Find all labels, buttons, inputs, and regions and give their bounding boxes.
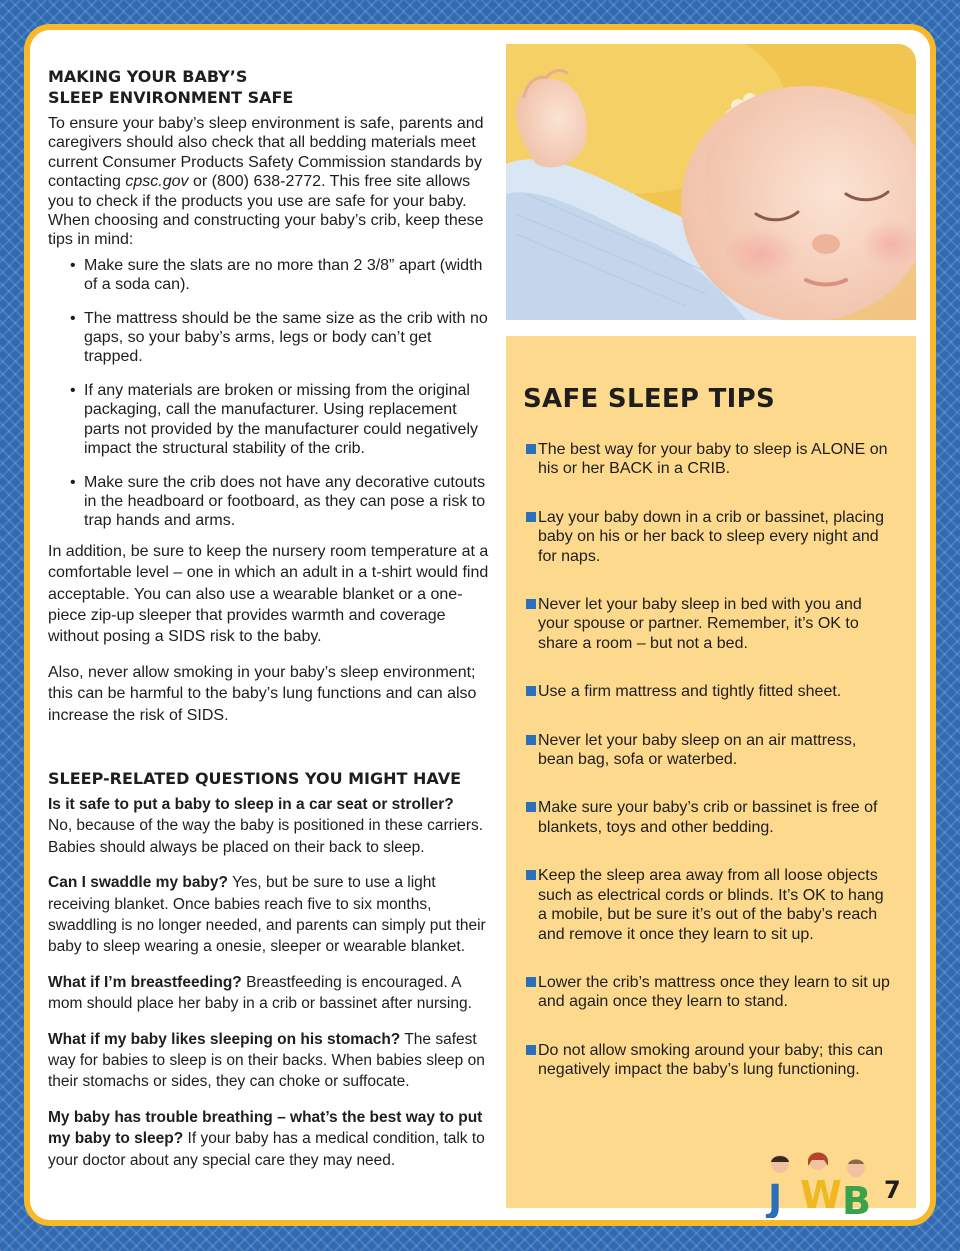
crib-tips-list — [70, 256, 494, 531]
question: What if I’m breastfeeding? — [48, 973, 242, 991]
temperature-paragraph: In addition, be sure to keep the nursery room temperature at a comfortable level – one in which an adult in a t-shirt would find acceptable. You can also use a wearable blanket or a one-piece zip-up sleeper that provides warmth and coverage without posing a SIDS risk to the baby. — [48, 542, 489, 646]
list-item: • Make sure the slats are no more than 2 3/8” apart (width of a soda can). — [70, 256, 494, 295]
answer: If your baby has a medical condition, talk to your doctor about any special care they may need. — [48, 1130, 485, 1169]
qa-item-stomach — [48, 1029, 494, 1093]
question: Is it safe to put a baby to sleep in a car seat or stroller? — [48, 795, 454, 813]
cpsc-link: cpsc.gov — [125, 173, 189, 191]
left-column — [48, 66, 494, 1185]
page-number: 7 — [884, 1176, 901, 1204]
qa-section — [48, 794, 494, 1171]
heading-line-1: MAKING YOUR BABY’S — [48, 67, 248, 86]
list-item: Do not allow smoking around your baby; this can negatively impact the baby’s lung functioning. — [526, 1041, 896, 1080]
sleeping-baby-photo — [506, 44, 916, 320]
list-item: Keep the sleep area away from all loose objects such as electrical cords or blinds. It’s OK to hang a mobile, but be sure it’s out of the baby’s reach and remove it once they learn to sit up. — [526, 866, 896, 944]
question: Can I swaddle my baby? — [48, 874, 229, 892]
logo-letter-j: J — [768, 1177, 783, 1218]
list-item: Never let your baby sleep on an air mattress, bean bag, sofa or waterbed. — [526, 731, 896, 770]
qa-item-swaddle — [48, 872, 494, 958]
safe-sleep-tips-panel — [506, 336, 916, 1208]
answer: Breastfeeding is encouraged. A mom should place her baby in a crib or bassinet after nursing. — [48, 973, 472, 1013]
list-item: Use a firm mattress and tightly fitted sheet. — [526, 682, 896, 701]
list-item: Never let your baby sleep in bed with you and your spouse or partner. Remember, it’s OK to share a room – but not a bed. — [526, 595, 896, 653]
page — [24, 24, 936, 1226]
qa-item-breastfeeding — [48, 972, 494, 1015]
answer: Yes, but be sure to use a light receiving blanket. Once babies reach five to six months, swaddling is no longer needed, and parents can simply put their baby to sleep wearing a onesie, sleeper or wearable blanket. — [48, 874, 486, 956]
intro-text-1: To ensure your baby’s sleep environment is safe, parents and caregivers should also check that all bedding materials meet current Consumer Products Safety Commission standards by contacting — [48, 115, 484, 191]
tips-title: SAFE SLEEP TIPS — [523, 384, 776, 414]
logo-letter-b: B — [842, 1179, 871, 1218]
tips-list — [526, 440, 896, 1109]
list-item: Lay your baby down in a crib or bassinet, placing baby on his or her back to sleep every night and for naps. — [526, 508, 896, 566]
heading-line-2: SLEEP ENVIRONMENT SAFE — [48, 88, 294, 107]
logo-letter-w: W — [800, 1173, 842, 1217]
list-item: • Make sure the crib does not have any decorative cutouts in the headboard or footboard, as they can pose a risk to trap hands and arms. — [70, 473, 494, 531]
intro-paragraph — [48, 114, 494, 250]
qa-item-car-seat — [48, 794, 494, 858]
question: My baby has trouble breathing – what’s the best way to put my baby to sleep? — [48, 1108, 483, 1148]
list-item: The best way for your baby to sleep is ALONE on his or her BACK in a CRIB. — [526, 440, 896, 479]
smoking-paragraph: Also, never allow smoking in your baby’s sleep environment; this can be harmful to the baby’s lung functions and can also increase the risk of SIDS. — [48, 663, 477, 724]
list-item: • If any materials are broken or missing from the original packaging, call the manufacturer. Using replacement parts not provided by the manufacturer could negatively impact the structural stability of the crib. — [70, 381, 494, 459]
questions-heading: SLEEP-RELATED QUESTIONS YOU MIGHT HAVE — [48, 768, 462, 788]
qa-item-breathing — [48, 1107, 494, 1171]
answer: The safest way for babies to sleep is on their backs. When babies sleep on their stomachs or sides, they can choke or suffocate. — [48, 1030, 485, 1091]
answer: No, because of the way the baby is positioned in these carriers. Babies should always be placed on their back to sleep. — [48, 817, 484, 856]
sleep-environment-heading — [48, 66, 494, 108]
list-item: Make sure your baby’s crib or bassinet is free of blankets, toys and other bedding. — [526, 798, 896, 837]
intro-text-2: or (800) 638-2772. This free site allows you to check if the products you use are safe for your baby. When choosing and constructing your baby’s crib, keep these tips in mind: — [48, 173, 484, 249]
list-item: • The mattress should be the same size as the crib with no gaps, so your baby’s arms, legs or body can’t get trapped. — [70, 309, 494, 367]
list-item: Lower the crib’s mattress once they learn to sit up and again once they learn to stand. — [526, 973, 896, 1012]
jwb-kids-logo — [764, 1152, 874, 1218]
logo-icon — [764, 1152, 874, 1218]
baby-illustration — [506, 44, 916, 320]
question: What if my baby likes sleeping on his stomach? — [48, 1030, 401, 1048]
